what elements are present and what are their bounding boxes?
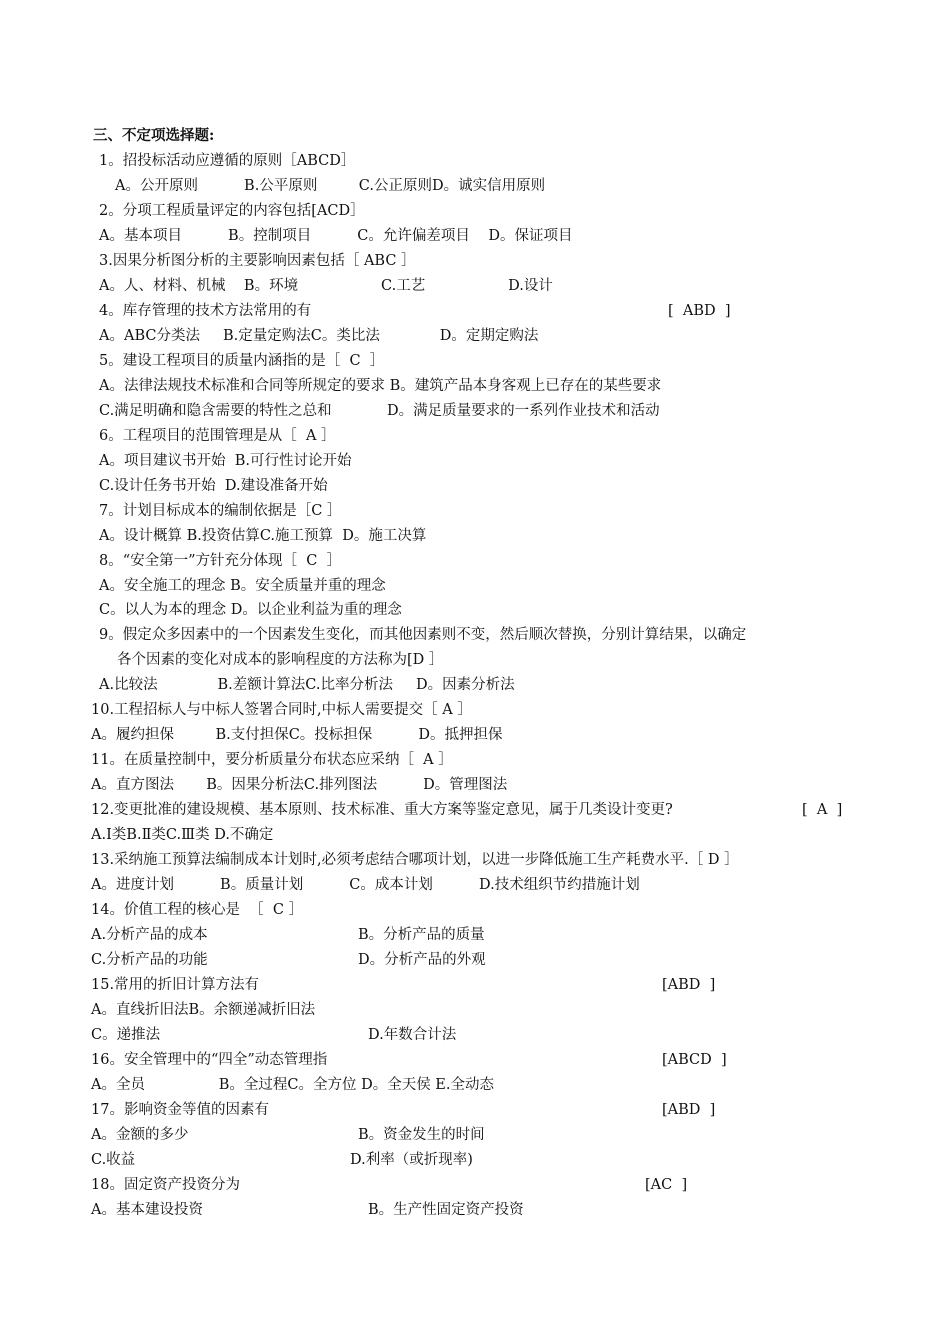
q12-options: A.Ⅰ类B.Ⅱ类C.Ⅲ类 D.不确定: [91, 827, 274, 843]
q14-stem: 14。价值工程的核心是 ［ C ］: [91, 902, 304, 918]
q10-options: A。履约担保 B.支付担保C。投标担保 D。抵押担保: [91, 727, 503, 743]
q14-option-a: A.分析产品的成本: [91, 927, 208, 943]
q15-option-c: C。递推法: [91, 1027, 161, 1043]
q3-stem: 3.因果分析图分析的主要影响因素包括［ ABC ］: [99, 253, 416, 269]
q8-options-ab: A。安全施工的理念 B。安全质量并重的理念: [99, 578, 386, 594]
q12-stem: 12.变更批准的建设规模、基本原则、技术标准、重大方案等鉴定意见，属于几类设计变更?: [91, 802, 673, 818]
q2-stem: 2。分项工程质量评定的内容包括[ACD］: [99, 203, 365, 219]
q18-option-b: B。生产性固定资产投资: [368, 1202, 524, 1218]
q6-stem: 6。工程项目的范围管理是从［ A ］: [99, 428, 336, 444]
q3-options: A。人、材料、机械 B。环境 C.工艺 D.设计: [99, 278, 553, 294]
q18-stem: 18。固定资产投资分为: [91, 1177, 240, 1193]
q9-stem-cont: 各个因素的变化对成本的影响程度的方法称为[D ］: [117, 652, 444, 668]
q11-stem: 11。在质量控制中，要分析质量分布状态应采纳［ A ］: [91, 752, 453, 768]
q15-options-ab: A。直线折旧法B。余额递减折旧法: [91, 1002, 316, 1018]
q9-options: A.比较法 B.差额计算法C.比率分析法 D。因素分析法: [99, 677, 515, 693]
q16-options: A。全员 B。全过程C。全方位 D。全天侯 E.全动态: [91, 1077, 495, 1093]
q11-options: A。直方图法 B。因果分析法C.排列图法 D。管理图法: [91, 777, 508, 793]
q5-stem: 5。建设工程项目的质量内涵指的是［ C ］: [99, 353, 385, 369]
q8-stem: 8。“安全第一”方针充分体现［ C ］: [99, 553, 342, 569]
q5-options-cd: C.满足明确和隐含需要的特性之总和 D。满足质量要求的一系列作业技术和活动: [99, 403, 660, 419]
q17-option-a: A。金额的多少: [91, 1127, 189, 1143]
q2-options: A。基本项目 B。控制项目 C。允许偏差项目 D。保证项目: [99, 228, 573, 244]
q15-answer: [ABD ]: [662, 977, 716, 993]
q7-stem: 7。计划目标成本的编制依据是［C ］: [99, 503, 342, 519]
q17-option-d: D.利率（或折现率): [350, 1152, 473, 1168]
q17-option-b: B。资金发生的时间: [358, 1127, 485, 1143]
q13-options: A。进度计划 B。质量计划 C。成本计划 D.技术组织节约措施计划: [91, 877, 640, 893]
q6-options-ab: A。项目建议书开始 B.可行性讨论开始: [99, 453, 352, 469]
q9-stem: 9。假定众多因素中的一个因素发生变化，而其他因素则不变，然后顺次替换，分别计算结果，以确定: [99, 627, 747, 643]
q18-option-a: A。基本建设投资: [91, 1202, 203, 1218]
q17-option-c: C.收益: [91, 1152, 136, 1168]
q1-options: A。公开原则 B.公平原则 C.公正原则D。诚实信用原则: [115, 178, 546, 194]
q12-answer: [ A ]: [802, 802, 843, 818]
section-title: 三、不定项选择题:: [93, 127, 215, 144]
q17-stem: 17。影响资金等值的因素有: [91, 1102, 269, 1118]
q4-options: A。ABC分类法 B.定量定购法C。类比法 D。定期定购法: [99, 328, 539, 344]
q6-options-cd: C.设计任务书开始 D.建设准备开始: [99, 478, 328, 494]
q1-stem: 1。招投标活动应遵循的原则［ABCD］: [99, 153, 356, 169]
q7-options: A。设计概算 B.投资估算C.施工预算 D。施工决算: [99, 528, 427, 544]
q14-option-c: C.分析产品的功能: [91, 952, 208, 968]
q15-stem: 15.常用的折旧计算方法有: [91, 977, 260, 993]
q16-stem: 16。安全管理中的“四全”动态管理指: [91, 1052, 328, 1068]
q15-option-d: D.年数合计法: [368, 1027, 457, 1043]
q4-answer: [ ABD ]: [668, 303, 731, 319]
q18-answer: [AC ]: [645, 1177, 688, 1193]
q14-option-b: B。分析产品的质量: [358, 927, 485, 943]
q13-stem: 13.采纳施工预算法编制成本计划时,必须考虑结合哪项计划，以进一步降低施工生产耗费水平.［ D ］: [91, 852, 739, 868]
q17-answer: [ABD ]: [662, 1102, 716, 1118]
q10-stem: 10.工程招标人与中标人签署合同时,中标人需要提交［ A ］: [91, 702, 472, 718]
q4-stem: 4。库存管理的技术方法常用的有: [99, 303, 312, 319]
q5-options-ab: A。法律法规技术标准和合同等所规定的要求 B。建筑产品本身客观上已存在的某些要求: [99, 378, 662, 394]
q14-option-d: D。分析产品的外观: [358, 952, 486, 968]
q8-options-cd: C。以人为本的理念 D。以企业利益为重的理念: [99, 602, 402, 618]
q16-answer: [ABCD ]: [662, 1052, 727, 1068]
